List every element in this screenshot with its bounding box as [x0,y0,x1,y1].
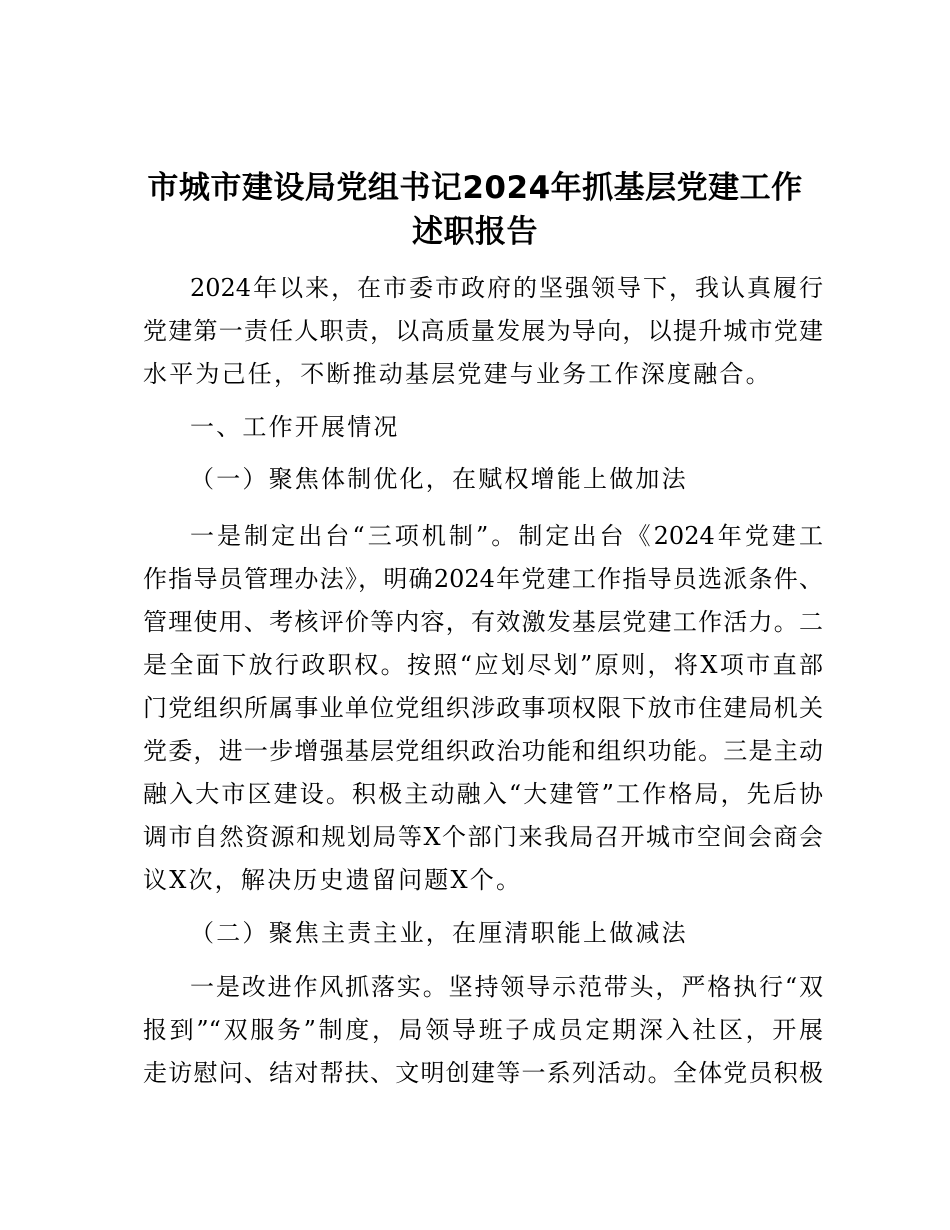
sub2-line-3: 走访慰问、结对帮扶、文明创建等一系列活动。全体党员积极 [143,1059,823,1087]
document-title-line-1: 市城市建设局党组书记2024年抓基层党建工作 [147,170,803,206]
sub1-line-2: 作指导员管理办法》，明确2024年党建工作指导员选派条件、 [143,565,823,593]
sub2-line-2: 报到”“双服务”制度，局领导班子成员定期深入社区，开展 [143,1016,823,1044]
section-heading-1: 一、工作开展情况 [190,413,400,441]
sub1-line-5: 门党组织所属事业单位党组织涉政事项权限下放市住建局机关 [143,694,823,722]
sub1-line-3: 管理使用、考核评价等内容，有效激发基层党建工作活力。二 [143,608,823,636]
subsection-heading-2: （二）聚焦主责主业，在厘清职能上做减法 [190,919,688,947]
sub1-line-9: 议X次，解决历史遗留问题X个。 [143,866,523,894]
intro-line-1: 2024年以来，在市委市政府的坚强领导下，我认真履行 [190,274,823,302]
intro-line-3: 水平为己任，不断推动基层党建与业务工作深度融合。 [143,360,772,388]
subsection-heading-1: （一）聚焦体制优化，在赋权增能上做加法 [190,465,688,493]
sub1-line-8: 调市自然资源和规划局等X个部门来我局召开城市空间会商会 [143,823,823,851]
intro-line-2: 党建第一责任人职责，以高质量发展为导向，以提升城市党建 [143,317,823,345]
sub1-line-4: 是全面下放行政职权。按照“应划尽划”原则，将X项市直部 [143,651,823,679]
sub1-line-6: 党委，进一步增强基层党组织政治功能和组织功能。三是主动 [143,737,823,765]
sub2-line-1: 一是改进作风抓落实。坚持领导示范带头，严格执行“双 [190,973,823,1001]
sub1-line-7: 融入大市区建设。积极主动融入“大建管”工作格局，先后协 [143,780,823,808]
sub1-line-1: 一是制定出台“三项机制”。制定出台《2024年党建工 [190,522,823,550]
document-title-line-2: 述职报告 [412,214,538,250]
